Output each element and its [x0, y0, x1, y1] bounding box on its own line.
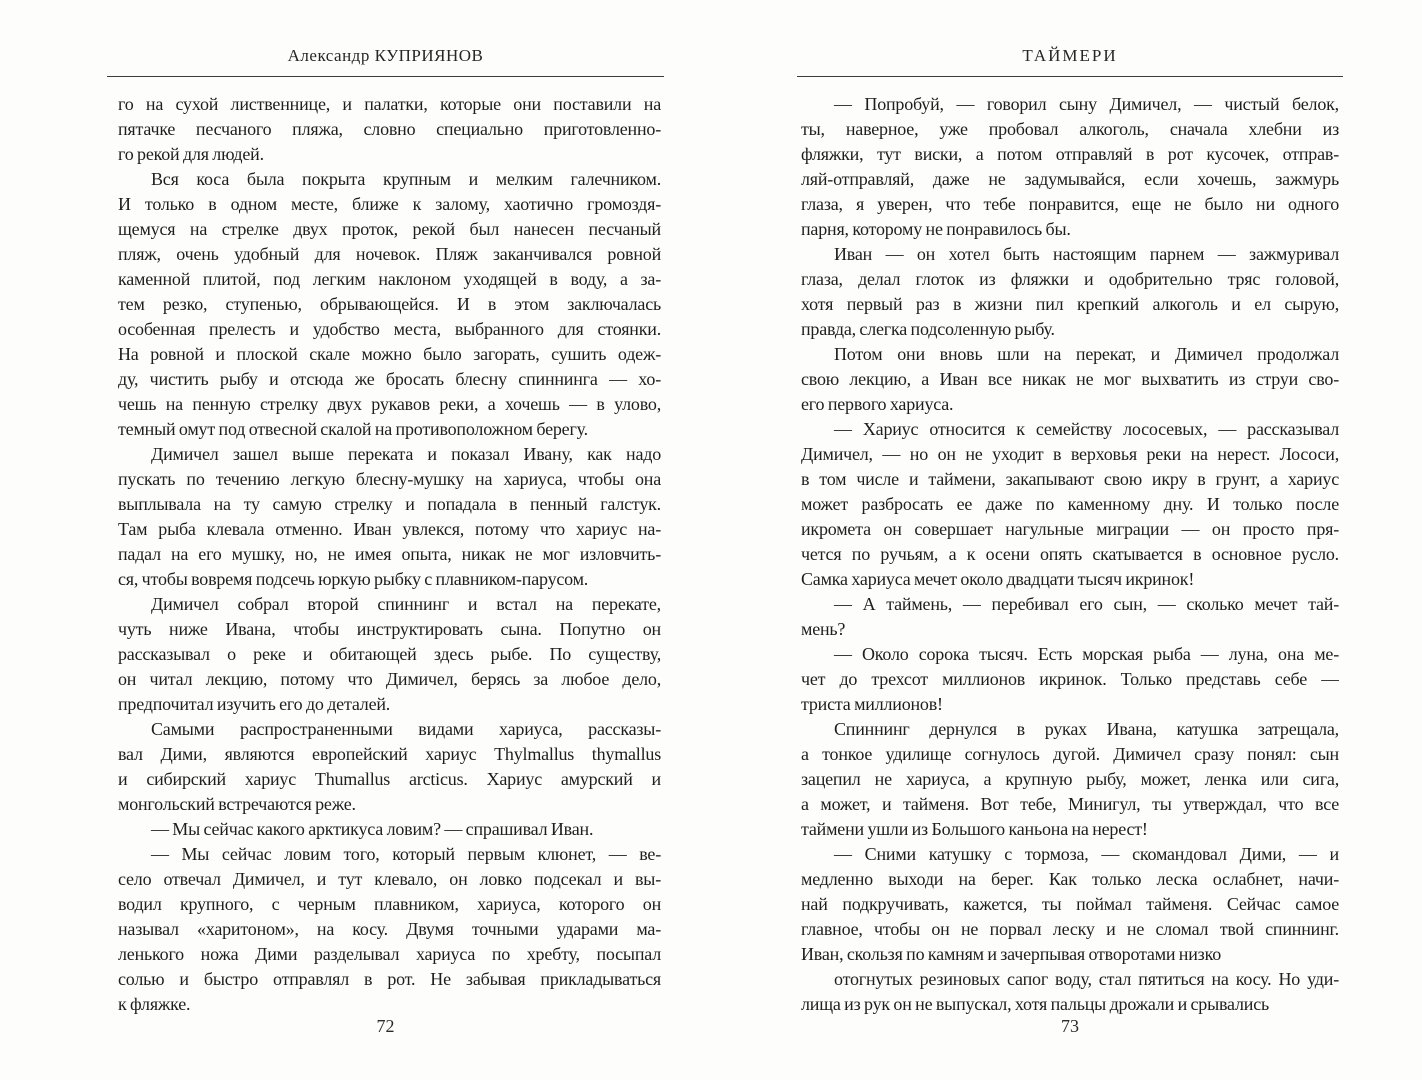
text-line: — Сними катушку с тормоза, — скомандовал Дими, — и — [834, 844, 1339, 864]
text-line: отогнутых резиновых сапог воду, стал пятиться на косу. Но уди- — [834, 969, 1339, 989]
text-line: глаза, я уверен, что тебе понравится, еще не было ни одного — [801, 194, 1339, 214]
text-line: пускать по течению легкую блесну-мушку на хариуса, чтобы она — [118, 469, 661, 489]
text-line: падал на его мушку, но, не имея опыта, никак не мог изловчить- — [118, 544, 661, 564]
text-line: особенная прелесть и удобство места, выбранного для стоянки. — [118, 319, 661, 339]
text-line: хотя первый раз в жизни пил крепкий алкоголь и ел сырую, — [801, 294, 1339, 314]
text-line: рассказывал о реке и обитающей здесь рыбе. По существу, — [118, 644, 661, 664]
text-line: — Мы сейчас ловим того, который первым клюнет, — ве- — [151, 844, 661, 864]
text-line: медленно выходи на берег. Как только леска ослабнет, начи- — [801, 869, 1339, 889]
text-line: Там рыба клевала отменно. Иван увлекся, потому что хариус на- — [118, 519, 661, 539]
text-line: ленького ножа Дими разделывал хариуса по хребту, посыпал — [118, 944, 661, 964]
text-line: ты, наверное, уже пробовал алкоголь, сначала хлебни из — [801, 119, 1339, 139]
text-line: икромета он совершает нагульные миграции — он просто пря- — [801, 519, 1339, 539]
text-line: — Хариус относится к семейству лососевых, — рассказывал — [834, 419, 1339, 439]
text-line: най подкручивать, кажется, ты поймал тайменя. Сейчас самое — [801, 894, 1339, 914]
text-line: тем резко, ступенью, обрывающейся. И в этом заключалась — [118, 294, 661, 314]
text-line: Димичел, — но он не уходит в верховья реки на нерест. Лососи, — [801, 444, 1339, 464]
text-line: выплывала на ту самую стрелку и попадала в пенный галстук. — [118, 494, 661, 514]
text-line: Потом они вновь шли на перекат, и Димичел продолжал — [834, 344, 1339, 364]
text-line: правда, слегка подсоленную рыбу. — [801, 319, 1055, 339]
text-line: щемуся на стрелке двух проток, рекой был нанесен песчаный — [118, 219, 661, 239]
text-line: мень? — [801, 619, 846, 639]
text-line: чуть ниже Ивана, чтобы инструктировать сына. Попутно он — [118, 619, 661, 639]
text-line: — Попробуй, — говорил сыну Димичел, — чистый белок, — [834, 94, 1339, 114]
text-line: он читал лекцию, потому что Димичел, берясь за любое дело, — [118, 669, 661, 689]
text-line: ся, чтобы вовремя подсечь юркую рыбку с плавником-парусом. — [118, 569, 589, 589]
text-line: И только в одном месте, ближе к залому, хаотично громоздя- — [118, 194, 661, 214]
text-line: Самыми распространенными видами хариуса, рассказы- — [151, 719, 661, 739]
text-line: парня, которому не понравилось бы. — [801, 219, 1071, 239]
text-line: может разбросать ее даже по каменному дну. И только после — [801, 494, 1339, 514]
text-line: фляжки, тут виски, а потом отправляй в рот кусочек, отправ- — [801, 144, 1339, 164]
text-line: называл «харитоном», на косу. Двумя точными ударами ма- — [118, 919, 661, 939]
text-line: чется по ручьям, а к осени опять скатывается в основное русло. — [801, 544, 1339, 564]
text-line: пятачке песчаного пляжа, словно специально приготовленно- — [118, 119, 661, 139]
text-line: — Около сорока тысяч. Есть морская рыба — луна, она ме- — [834, 644, 1339, 664]
text-line: таймени ушли из Большого каньона на нерест! — [801, 819, 1148, 839]
text-line: предпочитал изучить его до деталей. — [118, 694, 391, 714]
text-line: а может, и тайменя. Вот тебе, Минигул, ты утверждал, что все — [801, 794, 1339, 814]
header-rule-left — [107, 76, 664, 77]
page-right — [797, 0, 1343, 1080]
text-line: ляй-отправляй, даже не задумывайся, если хочешь, зажмурь — [801, 169, 1339, 189]
text-line: пляж, очень удобный для ночевок. Пляж заканчивался ровной — [118, 244, 661, 264]
text-line: а тонкое удилище согнулось дугой. Димичел сразу понял: сын — [801, 744, 1339, 764]
text-line: вал Дими, являются европейский хариус Thylmallus thymallus — [118, 744, 661, 764]
text-line: глаза, делал глоток из фляжки и одобрительно тряс головой, — [801, 269, 1339, 289]
text-line: го на сухой лиственнице, и палатки, которые они поставили на — [118, 94, 661, 114]
text-line: монгольский встречаются реже. — [118, 794, 356, 814]
text-line: и сибирский хариус Thumallus arcticus. Хариус амурский и — [118, 769, 661, 789]
text-line: его первого хариуса. — [801, 394, 954, 414]
header-rule-right — [797, 76, 1343, 77]
text-line: зацепил не хариуса, а крупную рыбу, может, ленка или сига, — [801, 769, 1339, 789]
text-line: Димичел зашел выше переката и показал Ивану, как надо — [151, 444, 661, 464]
text-line: Вся коса была покрыта крупным и мелким галечником. — [151, 169, 661, 189]
text-line: в том числе и таймени, закапывают свою икру в грунт, а хариус — [801, 469, 1339, 489]
page-body-left — [118, 92, 661, 1017]
text-line: свою лекцию, а Иван все никак не мог выхватить из струи сво- — [801, 369, 1339, 389]
text-line: чешь на пенную стрелку двух рукавов реки, а хочешь — в улово, — [118, 394, 661, 414]
text-line: — А таймень, — перебивал его сын, — сколько мечет тай- — [834, 594, 1339, 614]
text-line: — Мы сейчас какого арктикуса ловим? — спрашивал Иван. — [151, 819, 594, 839]
text-line: село отвечал Димичел, и тут клевало, он ловко подсекал и вы- — [118, 869, 661, 889]
text-line: к фляжке. — [118, 994, 191, 1014]
text-line: ду, чистить рыбу и отсюда же бросать блесну спиннинга — хо- — [118, 369, 661, 389]
text-line: солью и быстро отправлял в рот. Не забывая прикладываться — [118, 969, 661, 989]
text-line: чет до трехсот миллионов икринок. Только представь себе — — [801, 669, 1339, 689]
text-line: Спиннинг дернулся в руках Ивана, катушка затрещала, — [834, 719, 1339, 739]
running-head-author: Александр КУПРИЯНОВ — [287, 46, 484, 65]
page-number-left: 72 — [376, 1016, 395, 1036]
text-line: Димичел собрал второй спиннинг и встал на перекате, — [151, 594, 661, 614]
page-left — [107, 0, 664, 1080]
text-line: Иван — он хотел быть настоящим парнем — зажмуривал — [834, 244, 1339, 264]
text-line: водил крупного, с черным плавником, хариуса, которого он — [118, 894, 661, 914]
text-line: триста миллионов! — [801, 694, 943, 714]
text-line: На ровной и плоской скале можно было загорать, сушить одеж- — [118, 344, 661, 364]
running-head-title: ТАЙМЕРИ — [1022, 46, 1118, 65]
text-line: темный омут под отвесной скалой на противоположном берегу. — [118, 419, 588, 439]
text-line: лища из рук он не выпускал, хотя пальцы дрожали и срывались — [801, 994, 1270, 1014]
page-number-right: 73 — [1061, 1016, 1079, 1036]
page-body-right — [801, 92, 1339, 1017]
text-line: го рекой для людей. — [118, 144, 264, 164]
text-line: Иван, скользя по камням и зачерпывая отворотами низко — [801, 944, 1222, 964]
text-line: каменной плитой, под легким наклоном уходящей в воду, а за- — [118, 269, 661, 289]
text-line: главное, чтобы он не порвал леску и не сломал твой спиннинг. — [801, 919, 1339, 939]
text-line: Самка хариуса мечет около двадцати тысяч икринок! — [801, 569, 1195, 589]
